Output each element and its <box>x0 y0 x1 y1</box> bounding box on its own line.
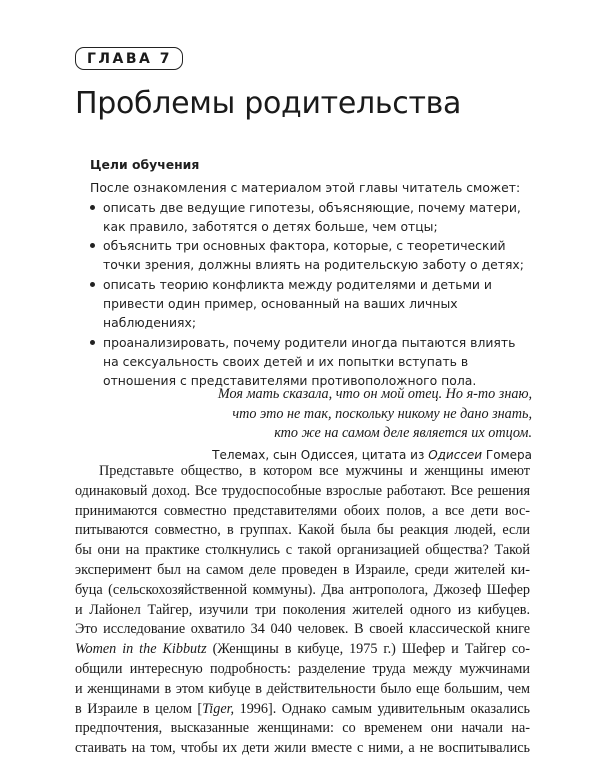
body-line: Это исследование охватило 34 040 человек. В своей классической книге <box>75 621 530 638</box>
book-title-after: (Женщины в кибуце, 1975 г.) Шефер и Тайгер со- <box>206 641 530 658</box>
body-line: буца (сельскохозяйственной коммуны). Два антрополога, Джозеф Шефер <box>75 581 530 598</box>
body-line: предпочтения, высказанные женщинами: со временем они начали на- <box>75 720 530 737</box>
body-line: одинаковый доход. Все трудоспособные взрослые работают. Все решения <box>75 482 530 499</box>
citation-suffix: 1996]. Однако самым удивительным оказались <box>234 700 530 717</box>
body-line: принимаются совместно представителями обоих полов, а все дети вос- <box>75 502 530 519</box>
body-line: и Лайонел Тайгер, изучили три поколения жителей одного из кибуцев. <box>75 601 530 618</box>
citation-prefix: в Израиле в целом [ <box>75 700 203 717</box>
body-line: стаивать на том, чтобы их дети жили вместе с ними, а не воспитывались <box>75 740 530 757</box>
body-line-citation <box>75 700 530 720</box>
epigraph-source-suffix: Гомера <box>482 447 532 462</box>
epigraph-line: что это не так, поскольку никому не дано знать, <box>232 405 532 422</box>
epigraph-line: кто же на самом деле является их отцом. <box>274 425 532 441</box>
epigraph-quote <box>132 385 532 444</box>
body-line: и женщинами в этом кибуце в действительности было еще большим, чем <box>75 680 530 697</box>
chapter-title: Проблемы родительства <box>75 86 462 121</box>
body-line: бы они на практике столкнулись с такой организацией общества? Такой <box>75 542 530 559</box>
epigraph-source-prefix: Телемах, сын Одиссея, цитата из <box>212 447 429 462</box>
epigraph-source <box>132 446 532 464</box>
body-line: питываются совместно, в группах. Какой была бы реакция людей, если <box>75 522 530 539</box>
goal-item: описать две ведущие гипотезы, объясняющие, почему матери, как правило, заботятся о детях больше, чем отцы; <box>90 198 530 237</box>
chapter-label: ГЛАВА 7 <box>75 47 183 70</box>
epigraph-source-work: Одиссеи <box>428 447 483 462</box>
body-paragraph <box>75 462 530 759</box>
epigraph-line: Моя мать сказала, что он мой отец. Но я-то знаю, <box>217 386 532 402</box>
epigraph <box>132 385 532 464</box>
goal-list <box>90 198 530 391</box>
goal-item: проанализировать, почему родители иногда пытаются влиять на сексуальность своих детей и их попытки вступать в отношения с представителями противоположного пола. <box>90 333 530 391</box>
learning-goals <box>90 155 530 391</box>
body-line: общили интересную подробность: разделение труда между мужчинами <box>75 660 530 677</box>
goal-item: объяснить три основных фактора, которые, с теоретический точки зрения, должны влиять на родительскую заботу о детях; <box>90 236 530 275</box>
body-line-book <box>75 640 530 660</box>
body-text <box>75 462 530 759</box>
goal-item: описать теорию конфликта между родителями и детьми и привести один пример, основанный на ваших личных наблюдениях; <box>90 275 530 333</box>
body-line: эксперимент был на самом деле проведен в Израиле, среди жителей ки- <box>75 561 530 578</box>
book-title: Women in the Kibbutz <box>75 641 207 658</box>
citation-author: Tiger, <box>202 700 235 717</box>
goals-heading: Цели обучения <box>90 157 200 172</box>
body-line: Представьте общество, в котором все мужчины и женщины имеют <box>99 463 530 479</box>
goals-intro: После ознакомления с материалом этой главы читатель сможет: <box>90 180 521 196</box>
